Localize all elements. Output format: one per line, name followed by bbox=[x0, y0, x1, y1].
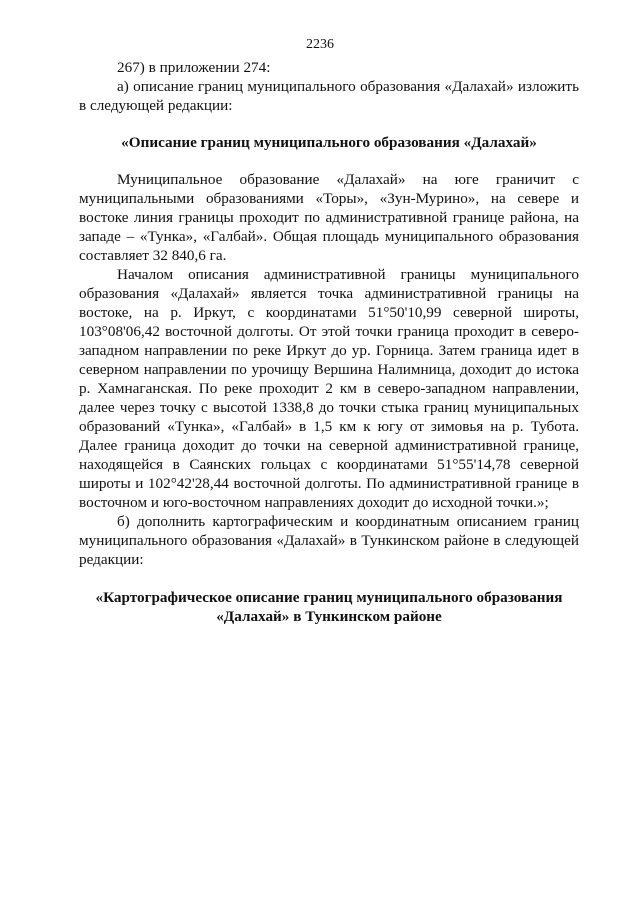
page-number: 2236 bbox=[306, 37, 334, 52]
document-body bbox=[79, 58, 579, 626]
heading-line-1: «Картографическое описание границ муниципального образования bbox=[95, 589, 563, 606]
intro-sub-a: а) описание границ муниципального образования «Далахай» изложить в следующей редакции: bbox=[79, 78, 579, 114]
section-heading-cartographic bbox=[79, 588, 579, 626]
paragraph-boundary: Началом описания административной границы муниципального образования «Далахай» является точка административной границы на востоке, на р. Иркут, с координатами 51°50'10,99 северной широты, 103°08'06,42 восточной долготы. От этой точки граница проходит в северо-западном направлении по реке Иркут до ур. Горница. Затем граница идет в северном направлении по урочищу Вершина Налимница, доходит до истока р. Хамнаганская. По реке проходит 2 км в северо-западном направлении, далее через точку с высотой 1338,8 до точки стыка границ муниципальных образований «Тунка», «Галбай» в 1,5 км к югу от зимовья на р. Тубота. Далее граница доходит до точки на северной административной границе, находящейся в Саянских гольцах с координатами 51°55'14,78 северной широты и 102°42'28,44 восточной долготы. По административной границе в восточном и юго-восточном направлениях доходит до исходной точки.»; bbox=[79, 266, 579, 511]
paragraph-area: Муниципальное образование «Далахай» на юге граничит с муниципальными образованиями «Торы», «Зун-Мурино», на севере и востоке линия границы проходит по административной границе района, на западе – «Тунка», «Галбай». Общая площадь муниципального образования составляет 32 840,6 га. bbox=[79, 171, 579, 264]
intro-item: 267) в приложении 274: bbox=[117, 59, 271, 76]
section-heading-description: «Описание границ муниципального образования «Далахай» bbox=[121, 134, 537, 151]
paragraph-sub-b: б) дополнить картографическим и координатным описанием границ муниципального образования «Далахай» в Тункинском районе в следующей редакции: bbox=[79, 513, 579, 568]
heading-line-2: «Далахай» в Тункинском районе bbox=[216, 608, 442, 625]
